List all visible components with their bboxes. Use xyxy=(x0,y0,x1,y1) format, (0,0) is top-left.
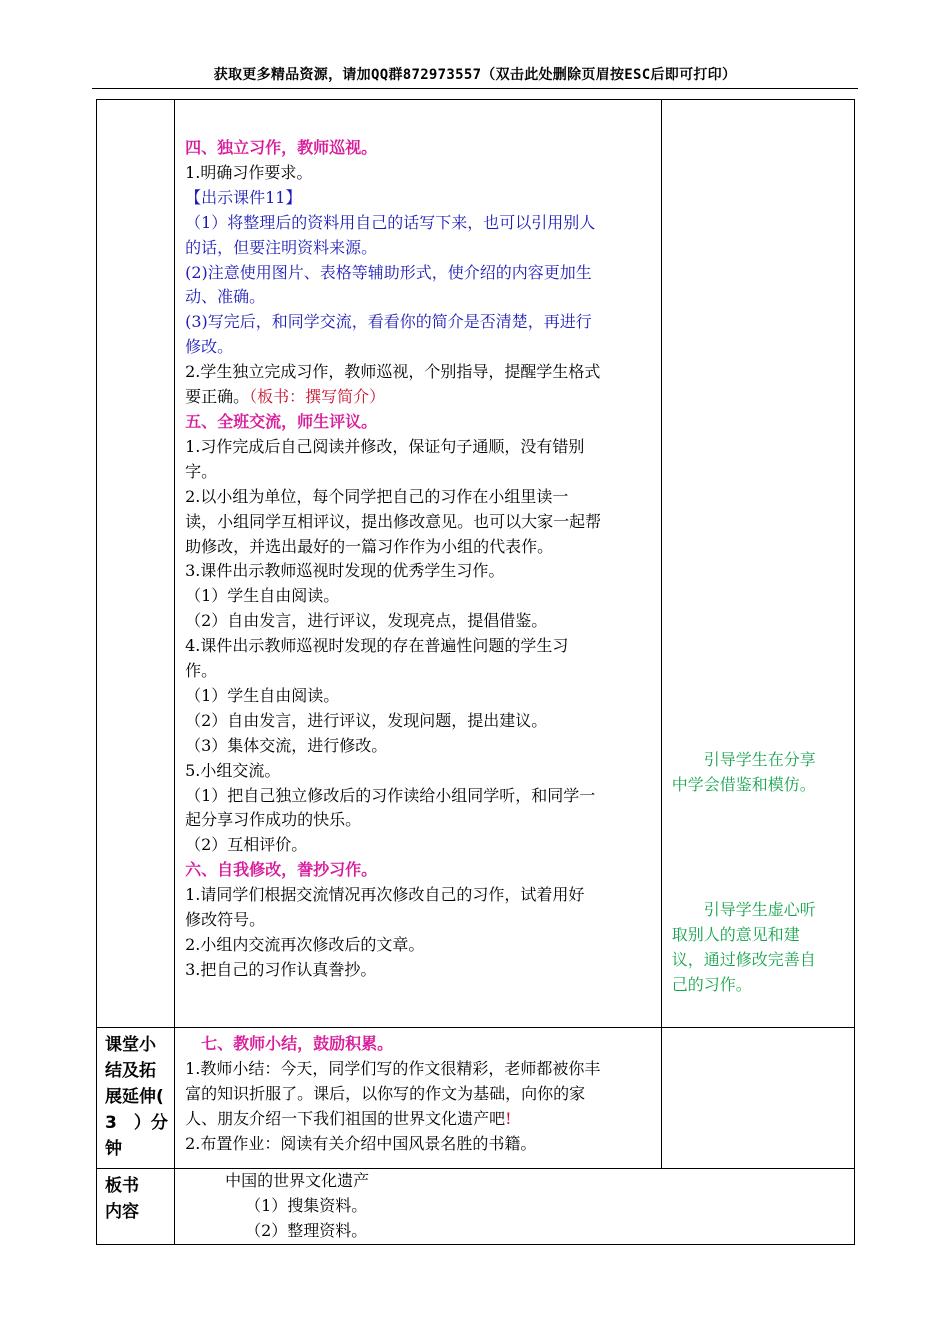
line-text: 读，小组同学互相评议，提出修改意见。也可以大家一起帮 xyxy=(185,511,602,531)
lesson-plan-table xyxy=(96,99,855,1245)
text-line xyxy=(185,559,661,584)
section-heading xyxy=(185,858,661,883)
label-line: 板书 xyxy=(105,1176,139,1196)
line-text: （3）集体交流，进行修改。 xyxy=(185,735,388,755)
text-line xyxy=(185,808,661,833)
line-text: 修改符号。 xyxy=(185,910,266,930)
line-text: 5.小组交流。 xyxy=(185,760,281,780)
note-line: 引导学生在分享 xyxy=(671,750,816,769)
text-line xyxy=(185,285,661,310)
line-text: 人、朋友介绍一下我们祖国的世界文化遗产吧 xyxy=(185,1108,506,1128)
line-text: 七、教师小结，鼓励积累。 xyxy=(185,1034,394,1053)
text-line xyxy=(185,186,661,211)
section-heading xyxy=(185,136,661,161)
text-line xyxy=(185,236,661,261)
text-line xyxy=(185,634,661,659)
line-text: （2）互相评价。 xyxy=(185,835,308,855)
label-line: 钟 xyxy=(105,1139,122,1159)
text-line xyxy=(185,161,661,186)
text-line xyxy=(185,1107,661,1132)
line-text: 六、自我修改，誊抄习作。 xyxy=(185,860,378,880)
line-text: 五、全班交流，师生评议。 xyxy=(185,411,378,431)
text-line xyxy=(185,1057,661,1082)
line-text: 动、准确。 xyxy=(185,287,266,307)
line-text: 4.课件出示教师巡视时发现的存在普遍性问题的学生习 xyxy=(185,636,569,656)
line-text: （1）学生自由阅读。 xyxy=(185,586,340,606)
board-note: （板书：撰写简介） xyxy=(249,387,386,407)
text-line xyxy=(185,883,661,908)
line-text: （1）学生自由阅读。 xyxy=(185,685,340,705)
board-note: ! xyxy=(505,1108,512,1128)
note-line: 己的习作。 xyxy=(671,974,752,994)
note-line: 议，通过修改完善自 xyxy=(671,949,816,969)
line-text: （2）自由发言，进行评议，发现问题，提出建议。 xyxy=(185,710,548,730)
main-content xyxy=(175,100,661,983)
line-text: 修改。 xyxy=(185,337,234,357)
board-row xyxy=(97,1169,855,1245)
line-text: （1）把自己独立修改后的习作读给小组同学听，和同学一 xyxy=(185,785,596,805)
line-text: 字。 xyxy=(185,461,218,481)
text-line xyxy=(185,1082,661,1107)
summary-content xyxy=(175,1028,661,1157)
line-text: 的话，但要注明资料来源。 xyxy=(185,237,378,257)
text-line xyxy=(185,933,661,958)
text-line xyxy=(185,510,661,535)
board-item: （1）搜集资料。 xyxy=(245,1195,368,1215)
teaching-note-revision xyxy=(662,898,854,998)
board-label-cell xyxy=(97,1169,175,1245)
text-line xyxy=(185,1132,661,1157)
main-activity-row xyxy=(97,100,855,1028)
text-line xyxy=(185,659,661,684)
summary-content-cell xyxy=(175,1028,662,1169)
line-text: 2.布置作业：阅读有关介绍中国风景名胜的书籍。 xyxy=(185,1133,537,1153)
line-text: 3.把自己的习作认真誊抄。 xyxy=(185,959,377,979)
main-row-notes-cell xyxy=(661,100,854,1028)
page-header[interactable]: 获取更多精品资源，请加QQ群872973557（双击此处删除页眉按ESC后即可打印） xyxy=(92,64,858,89)
line-text: 2.小组内交流再次修改后的文章。 xyxy=(185,935,425,954)
note-line: 引导学生虚心听 xyxy=(671,900,816,919)
line-text: 3.课件出示教师巡视时发现的优秀学生习作。 xyxy=(185,561,505,581)
text-line xyxy=(185,684,661,709)
summary-notes-cell xyxy=(661,1028,854,1169)
note-line: 中学会借鉴和模仿。 xyxy=(671,774,816,794)
summary-label-cell xyxy=(97,1028,175,1169)
text-line xyxy=(185,709,661,734)
text-line xyxy=(185,211,661,236)
label-line: 结及拓 xyxy=(105,1061,156,1081)
label-line: 内容 xyxy=(105,1202,139,1222)
line-text: (3)写完后，和同学交流，看看你的简介是否清楚，再进行 xyxy=(185,312,592,332)
text-line xyxy=(185,833,661,858)
main-row-content-cell xyxy=(175,100,662,1028)
board-label xyxy=(97,1169,174,1225)
text-line xyxy=(185,958,661,983)
text-line xyxy=(185,535,661,560)
line-text: 【出示课件11】 xyxy=(185,187,302,207)
label-line: 3 ）分 xyxy=(105,1113,168,1133)
summary-label xyxy=(97,1028,174,1162)
label-line: 课堂小 xyxy=(105,1035,156,1055)
text-line xyxy=(185,784,661,809)
line-text: (2)注意使用图片、表格等辅助形式，使介绍的内容更加生 xyxy=(185,262,592,282)
line-text: 助修改，并选出最好的一篇习作作为小组的代表作。 xyxy=(185,536,554,556)
section-heading xyxy=(185,410,661,435)
line-text: 富的知识折服了。课后，以你写的作文为基础，向你的家 xyxy=(185,1083,586,1103)
text-line xyxy=(185,759,661,784)
main-row-label-cell xyxy=(97,100,175,1028)
board-item: （2）整理资料。 xyxy=(245,1220,368,1240)
line-text: 要正确。 xyxy=(185,387,250,407)
board-title: 中国的世界文化遗产 xyxy=(225,1171,370,1190)
line-text: 1.请同学们根据交流情况再次修改自己的习作，试着用好 xyxy=(185,885,585,905)
line-text: 作。 xyxy=(185,661,218,681)
text-line xyxy=(185,335,661,360)
line-text: （1）将整理后的资料用自己的话写下来，也可以引用别人 xyxy=(185,212,596,232)
text-line xyxy=(185,609,661,634)
line-text: 1.明确习作要求。 xyxy=(185,162,313,182)
summary-row xyxy=(97,1028,855,1169)
note-line: 取别人的意见和建 xyxy=(671,924,800,944)
text-line xyxy=(185,908,661,933)
text-line xyxy=(185,310,661,335)
board-content-cell xyxy=(175,1169,855,1245)
text-line xyxy=(185,261,661,286)
text-line xyxy=(185,385,661,410)
text-line xyxy=(185,460,661,485)
text-line xyxy=(185,485,661,510)
text-line xyxy=(185,360,661,385)
line-text: 1.教师小结：今天，同学们写的作文很精彩，老师都被你丰 xyxy=(185,1058,601,1078)
teaching-note-sharing xyxy=(662,748,854,798)
line-text: 起分享习作成功的快乐。 xyxy=(185,810,362,830)
text-line xyxy=(185,734,661,759)
text-line xyxy=(185,435,661,460)
text-line xyxy=(185,584,661,609)
line-text: 1.习作完成后自己阅读并修改，保证句子通顺，没有错别 xyxy=(185,436,585,456)
label-line: 展延伸( xyxy=(105,1087,164,1107)
line-text: 四、独立习作，教师巡视。 xyxy=(185,138,378,157)
board-content xyxy=(175,1169,854,1244)
section-heading xyxy=(185,1032,661,1057)
line-text: 2.以小组为单位，每个同学把自己的习作在小组里读一 xyxy=(185,486,569,506)
line-text: 2.学生独立完成习作，教师巡视，个别指导，提醒学生格式 xyxy=(185,362,601,382)
line-text: （2）自由发言，进行评议，发现亮点，提倡借鉴。 xyxy=(185,611,548,631)
